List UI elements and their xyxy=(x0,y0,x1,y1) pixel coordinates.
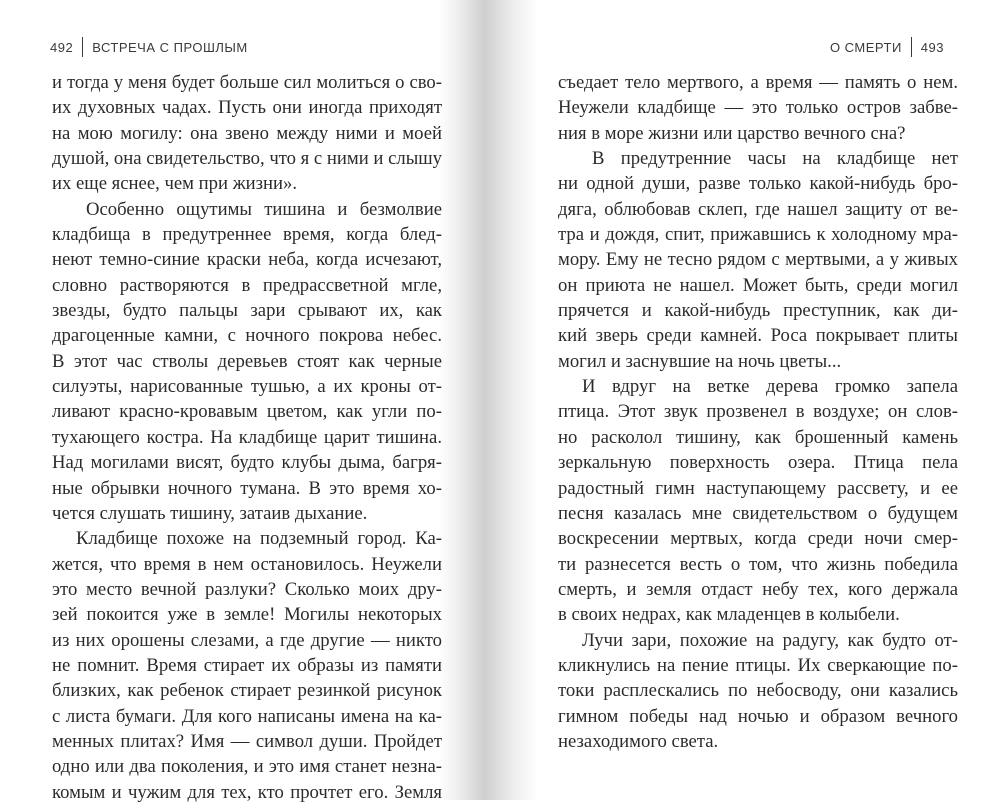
text-line: чется слушать тишину, затаив дыхание. xyxy=(52,502,368,524)
text-line: драгоценные камни, с ночного покрова небес. xyxy=(52,325,442,347)
text-line: душой, она свидетельство, что я с ними и слышу xyxy=(52,148,442,170)
right-page xyxy=(520,0,984,800)
text-line: зеркальную поверхность озера. Птица пела xyxy=(558,452,958,474)
text-line: комым и чужим для тех, кто прочтет его. Земля xyxy=(52,781,442,803)
text-line: кладбища в предутреннее время, когда блед- xyxy=(52,224,442,246)
text-line: тухающего костра. На кладбище царит тишина. xyxy=(52,426,442,448)
text-line: ливают красно-кровавым цветом, как угли по- xyxy=(52,401,442,423)
text-line: но расколол тишину, как брошенный камень xyxy=(558,426,958,448)
text-line: В предутренние часы на кладбище нет xyxy=(592,148,958,170)
text-line: ния в море жизни или царство вечного сна? xyxy=(558,122,906,144)
text-line: Неужели кладбище — это только остров забве- xyxy=(558,97,958,119)
text-line: одно или два поколения, и это имя станет незна- xyxy=(52,756,442,778)
text-line: кликнулись на пение птицы. Их сверкающие по- xyxy=(558,654,958,676)
text-line: и тогда у меня будет больше сил молиться о сво- xyxy=(52,72,442,93)
text-line: воскресении мертвых, когда среди ночи смер- xyxy=(558,528,958,550)
text-line: мору. Ему не тесно рядом с мертвыми, а у живых xyxy=(558,249,958,271)
text-line: их духовных чадах. Пусть они иногда приходят xyxy=(52,97,442,119)
text-line: ные обрывки ночного тумана. В это время хо- xyxy=(52,477,442,499)
text-line: могил и заснувшие на ночь цветы... xyxy=(558,350,842,372)
text-line: ни одной души, разве только какой-нибудь бро- xyxy=(558,173,958,195)
text-line: радостный гимн наступающему рассвету, и ее xyxy=(558,477,958,499)
text-line: зей покоится уже в земле! Могилы некоторых xyxy=(52,604,442,626)
text-line: он приюта не нашел. Может быть, среди могил xyxy=(558,274,958,296)
text-line: из них орошены слезами, а где другие — никто xyxy=(52,629,442,651)
text-line: Особенно ощутимы тишина и безмолвие xyxy=(86,198,442,220)
text-line: прячется и какой-нибудь преступник, как ди- xyxy=(558,300,958,322)
text-line: неют темно-синие краски неба, когда исчезают, xyxy=(52,249,442,271)
left-page-number: 492 xyxy=(50,39,74,55)
text-line: кий зверь среди камней. Роса покрывает плиты xyxy=(558,325,958,347)
text-line: с листа бумаги. Для кого написаны имена на ка- xyxy=(52,705,442,727)
text-line: близких, как ребенок стирает резинкой рисунок xyxy=(52,680,442,702)
text-line: Над могилами висят, будто клубы дыма, багря- xyxy=(52,452,442,474)
text-line: тра и дождя, спит, прижавшись к холодному мра- xyxy=(558,224,958,246)
right-page-text xyxy=(558,70,958,754)
text-line: Лучи зари, похожие на радугу, как будто от- xyxy=(582,629,958,651)
text-line: звезды, будто пальцы зари срывают их, как xyxy=(52,300,442,322)
right-page-number: 493 xyxy=(920,39,944,55)
text-line: менных плитах? Имя — символ души. Пройдет xyxy=(52,730,442,752)
text-line: В этот час стволы деревьев стоят как черные xyxy=(52,350,442,372)
text-line: песня казалась мне свидетельством о будущем xyxy=(558,502,958,524)
text-line: на мою могилу: она звено между ними и моей xyxy=(52,122,442,144)
running-head-divider xyxy=(82,37,83,57)
text-line: в своих недрах, как младенцев в колыбели. xyxy=(558,604,900,626)
right-running-head xyxy=(830,36,944,58)
text-line: силуэты, нарисованные тушью, а их кроны от- xyxy=(52,376,442,398)
text-line: токи расплескались по небосводу, они казались xyxy=(558,680,958,702)
text-line: Кладбище похоже на подземный город. Ка- xyxy=(76,528,442,550)
left-page-text xyxy=(52,70,442,805)
right-running-title: О СМЕРТИ xyxy=(829,39,902,55)
left-running-head xyxy=(50,36,248,58)
left-page xyxy=(0,0,460,803)
text-line: не помнит. Время стирает их образы из памяти xyxy=(52,654,442,676)
text-line: смерть, и земля отдаст небу тех, кого держала xyxy=(558,578,958,600)
running-head-divider xyxy=(911,37,912,57)
text-line: их еще яснее, чем при жизни». xyxy=(52,173,298,195)
text-line: это место вечной разлуки? Сколько моих дру- xyxy=(52,578,442,600)
text-line: незаходимого света. xyxy=(558,730,719,752)
text-line: ти разнесется весть о том, что жизнь победила xyxy=(558,553,958,575)
text-line: птица. Этот звук прозвенел в воздухе; он слов- xyxy=(558,401,958,423)
text-line: словно растворяются в предрассветной мгле, xyxy=(52,274,442,296)
text-line: жется, что время в нем остановилось. Неужели xyxy=(52,553,442,575)
text-line: съедает тело мертвого, а время — память о нем. xyxy=(558,72,958,93)
text-line: дяга, облюбовав склеп, где нашел защиту от ве- xyxy=(558,198,958,220)
text-line: И вдруг на ветке дерева громко запела xyxy=(582,376,958,398)
text-line: гимном победы над ночью и образом вечного xyxy=(558,705,958,727)
left-running-title: ВСТРЕЧА С ПРОШЛЫМ xyxy=(92,39,248,55)
